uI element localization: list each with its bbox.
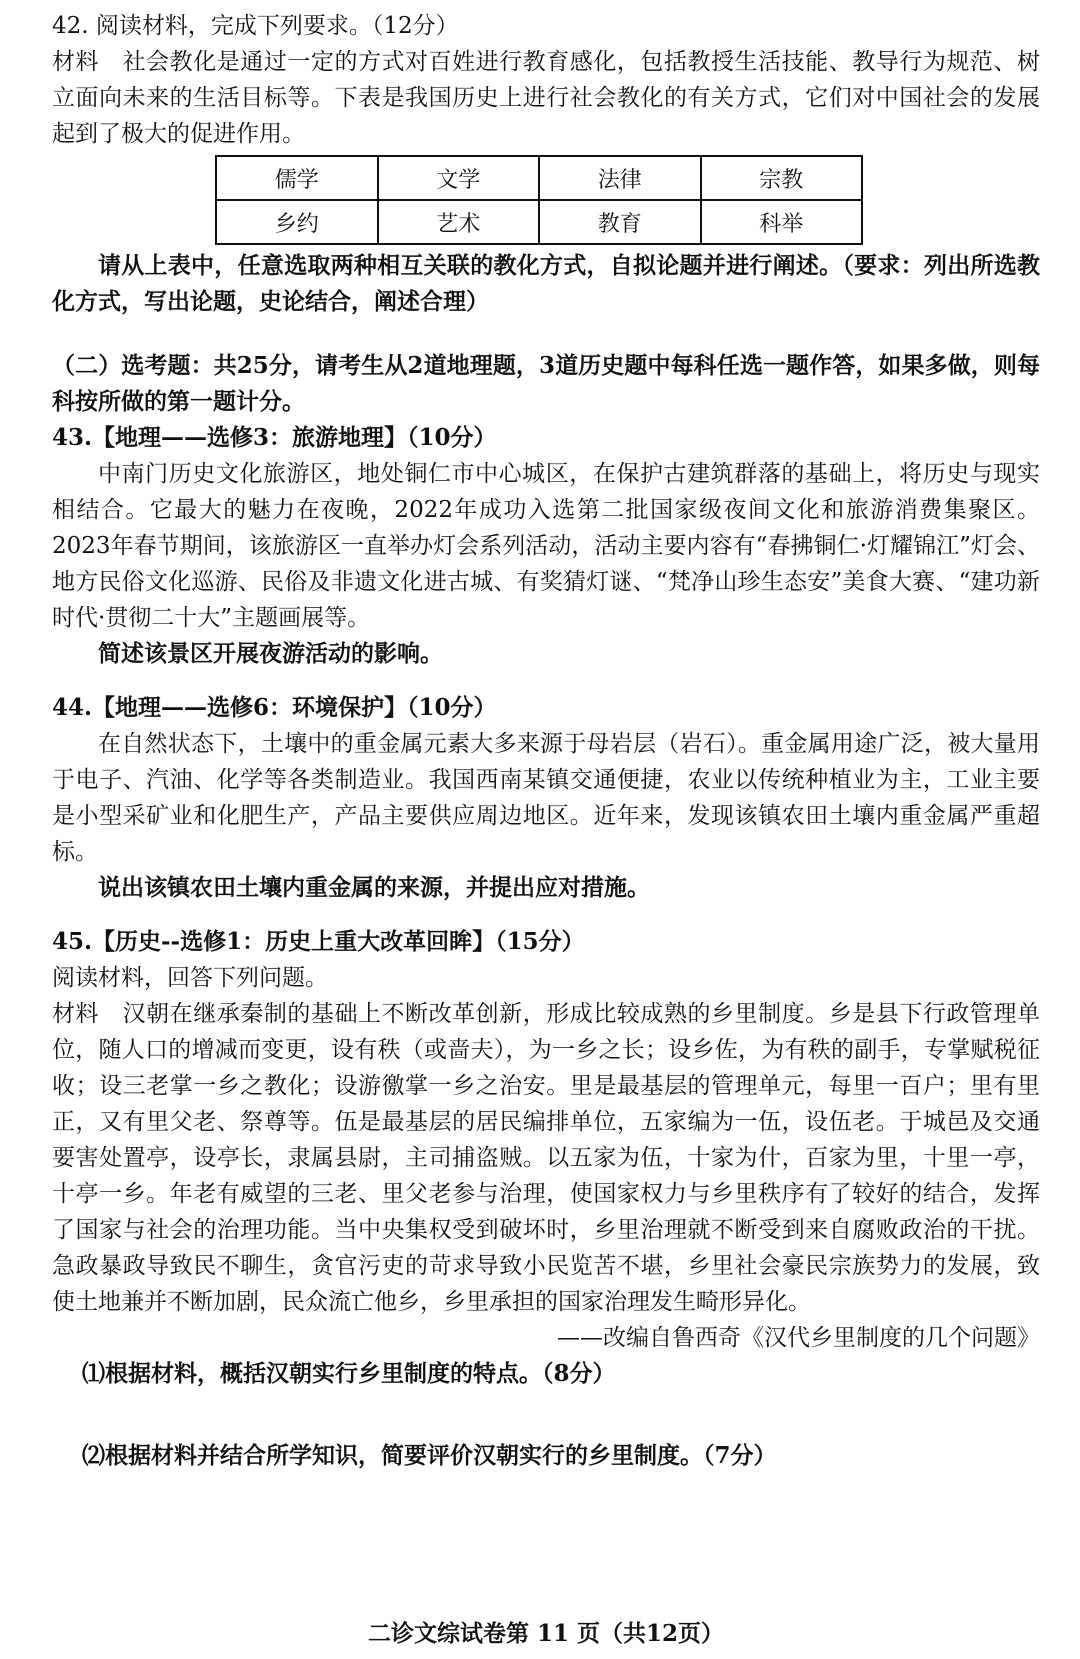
q45-instruction: 阅读材料，回答下列问题。 <box>52 965 328 991</box>
table-cell: 艺术 <box>378 200 540 244</box>
q45-sub1: ⑴根据材料，概括汉朝实行乡里制度的特点。（8分） <box>82 1360 616 1387</box>
q42-prompt-block <box>52 248 1040 320</box>
q45-sub2: ⑵根据材料并结合所学知识，简要评价汉朝实行的乡里制度。（7分） <box>82 1442 777 1469</box>
q42-title: 42. 阅读材料，完成下列要求。（12分） <box>52 13 459 39</box>
table-cell: 文学 <box>378 156 540 200</box>
q44-body: 在自然状态下，土壤中的重金属元素大多来源于母岩层（岩石）。重金属用途广泛，被大量用于电子、汽油、化学等各类制造业。我国西南某镇交通便捷，农业以传统种植业为主，工业主要是小型采矿业和化肥生产，产品主要供应周边地区。近年来，发现该镇农田土壤内重金属严重超标。 <box>52 731 1040 865</box>
footer-page-number: 二诊文综试卷第 11 页（共12页） <box>367 1620 725 1647</box>
q45-material: 材料 汉朝在继承秦制的基础上不断改革创新，形成比较成熟的乡里制度。乡是县下行政管理单位，随人口的增减而变更，设有秩（或啬夫），为一乡之长；设乡佐，为有秩的副手，专掌赋税征收；设三老掌一乡之教化；设游徼掌一乡之治安。里是最基层的管理单元，每里一百户；里有里正，又有里父老、祭尊等。伍是最基层的居民编排单位，五家编为一伍，设伍老。于城邑及交通要害处置亭，设亭长，隶属县尉，主司捕盗贼。以五家为伍，十家为什，百家为里，十里一亭，十亭一乡。年老有威望的三老、里父老参与治理，使国家权力与乡里秩序有了较好的结合，发挥了国家与社会的治理功能。当中央集权受到破坏时，乡里治理就不断受到来自腐败政治的干扰。急政暴政导致民不聊生，贪官污吏的苛求导致小民览苦不堪，乡里社会豪民宗族势力的发展，致使土地兼并不断加剧，民众流亡他乡，乡里承担的国家治理发生畸形异化。 <box>52 1001 1040 1315</box>
section-2-intro: （二）选考题：共25分，请考生从2道地理题，3道历史题中每科任选一题作答，如果多做，则每科按所做的第一题计分。 <box>52 352 1040 415</box>
table-row <box>216 156 862 200</box>
q42-material: 材料 社会教化是通过一定的方式对百姓进行教育感化，包括教授生活技能、教导行为规范、树立面向未来的生活目标等。下表是我国历史上进行社会教化的有关方式，它们对中国社会的发展起到了极大的促进作用。 <box>52 49 1040 147</box>
table-cell: 乡约 <box>216 200 378 244</box>
table-row <box>216 200 862 244</box>
table-cell: 宗教 <box>701 156 863 200</box>
question-45 <box>52 924 1040 1474</box>
q44-title: 44.【地理——选修6：环境保护】（10分） <box>52 694 497 721</box>
page-footer <box>52 1616 1040 1652</box>
table-cell: 法律 <box>539 156 701 200</box>
q45-source: ——改编自鲁西奇《汉代乡里制度的几个问题》 <box>557 1325 1040 1351</box>
section-2 <box>52 348 1040 420</box>
table-cell: 教育 <box>539 200 701 244</box>
table-cell: 儒学 <box>216 156 378 200</box>
q43-title: 43.【地理——选修3：旅游地理】（10分） <box>52 424 497 451</box>
question-43 <box>52 420 1040 672</box>
q42-prompt: 请从上表中，任意选取两种相互关联的教化方式，自拟论题并进行阐述。（要求：列出所选教化方式，写出论题，史论结合，阐述合理） <box>52 252 1040 315</box>
q45-title: 45.【历史--选修1：历史上重大改革回眸】（15分） <box>52 928 585 955</box>
question-44 <box>52 690 1040 906</box>
question-42 <box>52 8 1040 152</box>
q43-prompt: 简述该景区开展夜游活动的影响。 <box>98 640 443 667</box>
q44-prompt: 说出该镇农田土壤内重金属的来源，并提出应对措施。 <box>98 874 650 901</box>
q43-body: 中南门历史文化旅游区，地处铜仁市中心城区，在保护古建筑群落的基础上，将历史与现实相结合。它最大的魅力在夜晚，2022年成功入选第二批国家级夜间文化和旅游消费集聚区。2023年春节期间，该旅游区一直举办灯会系列活动，活动主要内容有“春拂铜仁·灯耀锦江”灯会、地方民俗文化巡游、民俗及非遗文化进古城、有奖猜灯谜、“梵净山珍生态安”美食大赛、“建功新时代·贯彻二十大”主题画展等。 <box>52 461 1040 631</box>
education-methods-table <box>215 155 863 245</box>
table-cell: 科举 <box>701 200 863 244</box>
